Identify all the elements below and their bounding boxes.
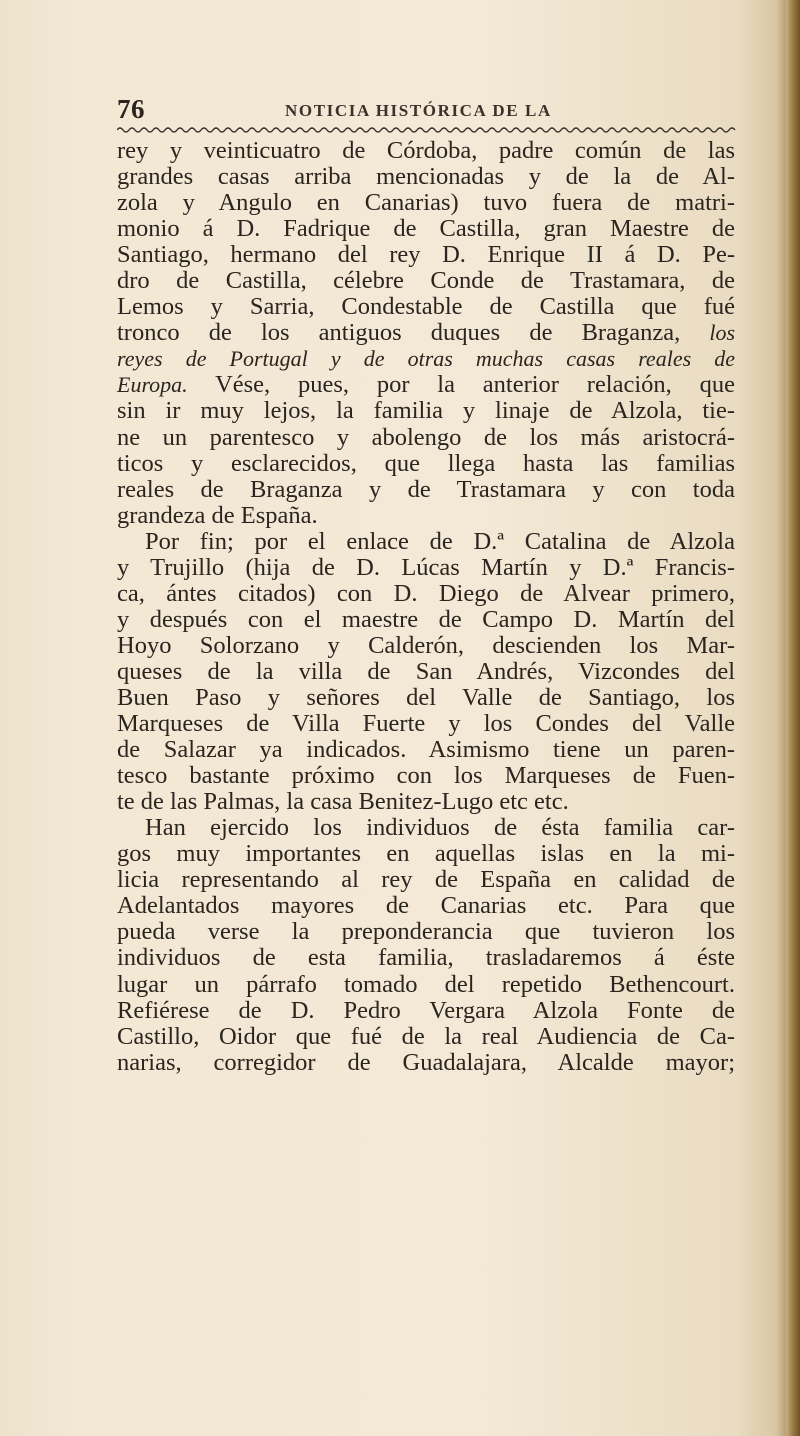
text-line: y Trujillo (hija de D. Lúcas Martín y D.ª Francis- [117, 553, 735, 581]
text-line: Adelantados mayores de Canarias etc. Para que [117, 892, 735, 920]
text-line: tronco de los antiguos duques de Braganza, los [117, 319, 736, 347]
text-line: Santiago, hermano del rey D. Enrique II á D. Pe- [117, 241, 735, 269]
page-number: 76 [117, 94, 145, 124]
text-line: grandes casas arriba mencionadas y de la de Al- [117, 163, 735, 191]
text-line: de Salazar ya indicados. Asimismo tiene un paren- [117, 736, 735, 764]
text-line: gos muy importantes en aquellas islas en la mi- [117, 840, 735, 868]
text-line: reales de Braganza y de Trastamara y con toda [117, 475, 735, 503]
text-line: ticos y esclarecidos, que llega hasta las familias [117, 449, 735, 477]
page-header [117, 94, 737, 124]
text-line: reyes de Portugal y de otras muchas casas reales de [117, 346, 735, 372]
header-rule [117, 126, 737, 134]
text-line: Castillo, Oidor que fué de la real Audiencia de Ca- [117, 1022, 735, 1050]
text-line: monio á D. Fadrique de Castilla, gran Maestre de [117, 215, 735, 243]
running-head: NOTICIA HISTÓRICA DE LA [285, 101, 552, 120]
text-line: Buen Paso y señores del Valle de Santiago, los [117, 683, 735, 711]
text-line: zola y Angulo en Canarias) tuvo fuera de matri- [117, 189, 735, 217]
text-line: Marqueses de Villa Fuerte y los Condes del Valle [117, 710, 735, 738]
text-line: y después con el maestre de Campo D. Martín del [117, 605, 735, 633]
text-line: ne un parentesco y abolengo de los más aristocrá- [117, 423, 735, 451]
text-line: Hoyo Solorzano y Calderón, descienden los Mar- [117, 631, 735, 659]
text-line: Refiérese de D. Pedro Vergara Alzola Fonte de [117, 996, 735, 1024]
text-line: licia representando al rey de España en calidad de [117, 866, 735, 894]
text-line: te de las Palmas, la casa Benitez-Lugo etc etc. [117, 788, 569, 816]
text-line: queses de la villa de San Andrés, Vizcondes del [117, 657, 735, 685]
text-line: lugar un párrafo tomado del repetido Bethencourt. [117, 970, 735, 998]
body-text [117, 138, 757, 1076]
text-line: Europa. Vése, pues, por la anterior relación, que [117, 371, 735, 399]
text-line: Han ejercido los individuos de ésta familia car- [145, 814, 735, 842]
text-line: grandeza de España. [117, 501, 318, 529]
text-line: tesco bastante próximo con los Marqueses de Fuen- [117, 762, 735, 790]
page-edge [786, 0, 800, 1436]
text-line: Por fin; por el enlace de D.ª Catalina de Alzola [145, 527, 735, 555]
text-line: sin ir muy lejos, la familia y linaje de Alzola, tie- [117, 397, 735, 425]
text-line: narias, corregidor de Guadalajara, Alcalde mayor; [117, 1048, 735, 1076]
text-line: rey y veinticuatro de Córdoba, padre común de las [117, 137, 735, 164]
text-line: Lemos y Sarria, Condestable de Castilla que fué [117, 293, 735, 321]
text-line: ca, ántes citados) con D. Diego de Alvear primero, [117, 579, 735, 607]
text-line: dro de Castilla, célebre Conde de Trastamara, de [117, 267, 735, 295]
text-line: individuos de esta familia, trasladaremos á éste [117, 944, 735, 972]
text-line: pueda verse la preponderancia que tuvieron los [117, 918, 735, 946]
